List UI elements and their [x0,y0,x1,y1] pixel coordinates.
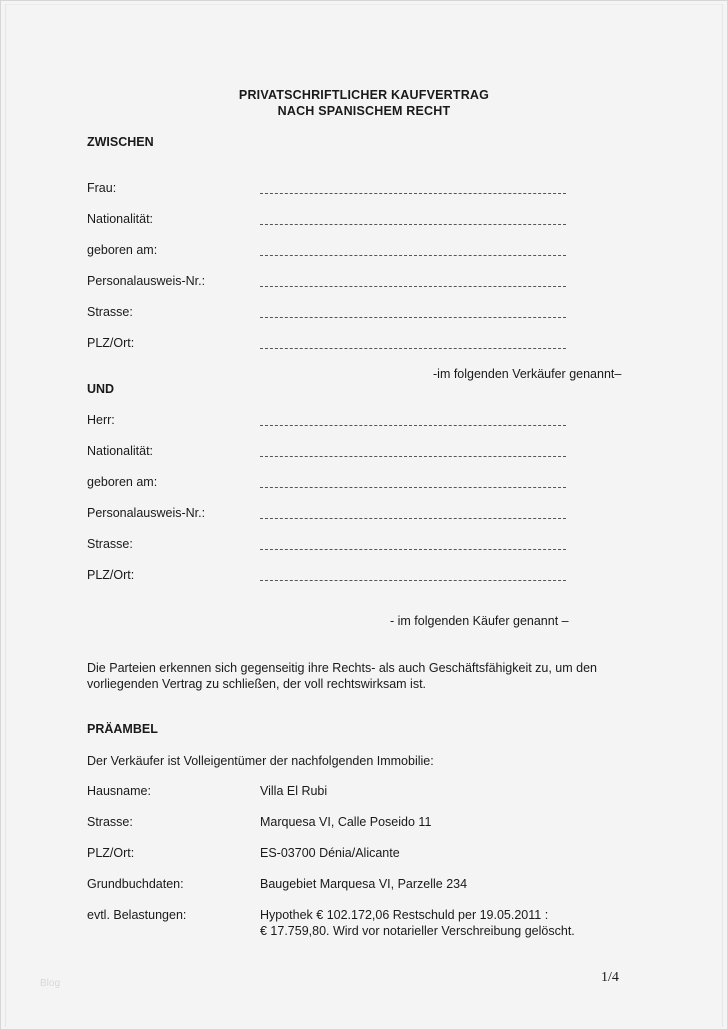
fill-in-line[interactable] [260,317,566,318]
field-label: Personalausweis-Nr.: [87,506,206,520]
capacity-paragraph [87,660,647,692]
fill-in-line[interactable] [260,549,566,550]
fill-in-line[interactable] [260,255,566,256]
field-label: PLZ/Ort: [87,336,135,350]
field-label: Nationalität: [87,212,154,226]
fill-in-line[interactable] [260,580,566,581]
field-label: Nationalität: [87,444,154,458]
field-label: Strasse: [87,815,133,829]
section-heading-between: ZWISCHEN [87,135,154,149]
field-label: PLZ/Ort: [87,846,135,860]
field-label: Strasse: [87,305,133,319]
field-label: geboren am: [87,243,158,257]
field-value: Villa El Rubi [260,784,328,798]
section-heading-and: UND [87,382,115,396]
paragraph-line: Die Parteien erkennen sich gegenseitig ihre Rechts- als auch Geschäftsfähigkeit zu, um den [87,661,598,675]
preamble-intro: Der Verkäufer ist Volleigentümer der nachfolgenden Immobilie: [87,754,434,768]
field-label: Frau: [87,181,117,195]
field-label: Strasse: [87,537,133,551]
field-value: Hypothek € 102.172,06 Restschuld per 19.05.2011 : [260,908,549,922]
fill-in-line[interactable] [260,456,566,457]
field-value: Marquesa VI, Calle Poseido 11 [260,815,432,829]
fill-in-line[interactable] [260,193,566,194]
fill-in-line[interactable] [260,348,566,349]
section-heading-preamble: PRÄAMBEL [87,722,158,736]
field-label: Grundbuchdaten: [87,877,184,891]
fill-in-line[interactable] [260,487,566,488]
paragraph-line: vorliegenden Vertrag zu schließen, der voll rechtswirksam ist. [87,677,427,691]
fill-in-line[interactable] [260,518,566,519]
seller-designation-note: -im folgenden Verkäufer genannt– [433,367,622,381]
field-value: Baugebiet Marquesa VI, Parzelle 234 [260,877,468,891]
fill-in-line[interactable] [260,425,566,426]
field-label: geboren am: [87,475,158,489]
field-value-continued: € 17.759,80. Wird vor notarieller Verschreibung gelöscht. [260,924,575,938]
fill-in-line[interactable] [260,224,566,225]
field-label: Hausname: [87,784,151,798]
field-label: PLZ/Ort: [87,568,135,582]
document-title: PRIVATSCHRIFTLICHER KAUFVERTRAG [238,88,490,102]
field-label: Herr: [87,413,115,427]
buyer-designation-note: - im folgenden Käufer genannt – [390,614,569,628]
field-label: evtl. Belastungen: [87,908,187,922]
document-subtitle: NACH SPANISCHEM RECHT [277,104,451,118]
field-label: Personalausweis-Nr.: [87,274,206,288]
fill-in-line[interactable] [260,286,566,287]
page-number: 1/4 [601,970,619,985]
watermark: Blog [40,978,61,989]
field-value: ES-03700 Dénia/Alicante [260,846,400,860]
